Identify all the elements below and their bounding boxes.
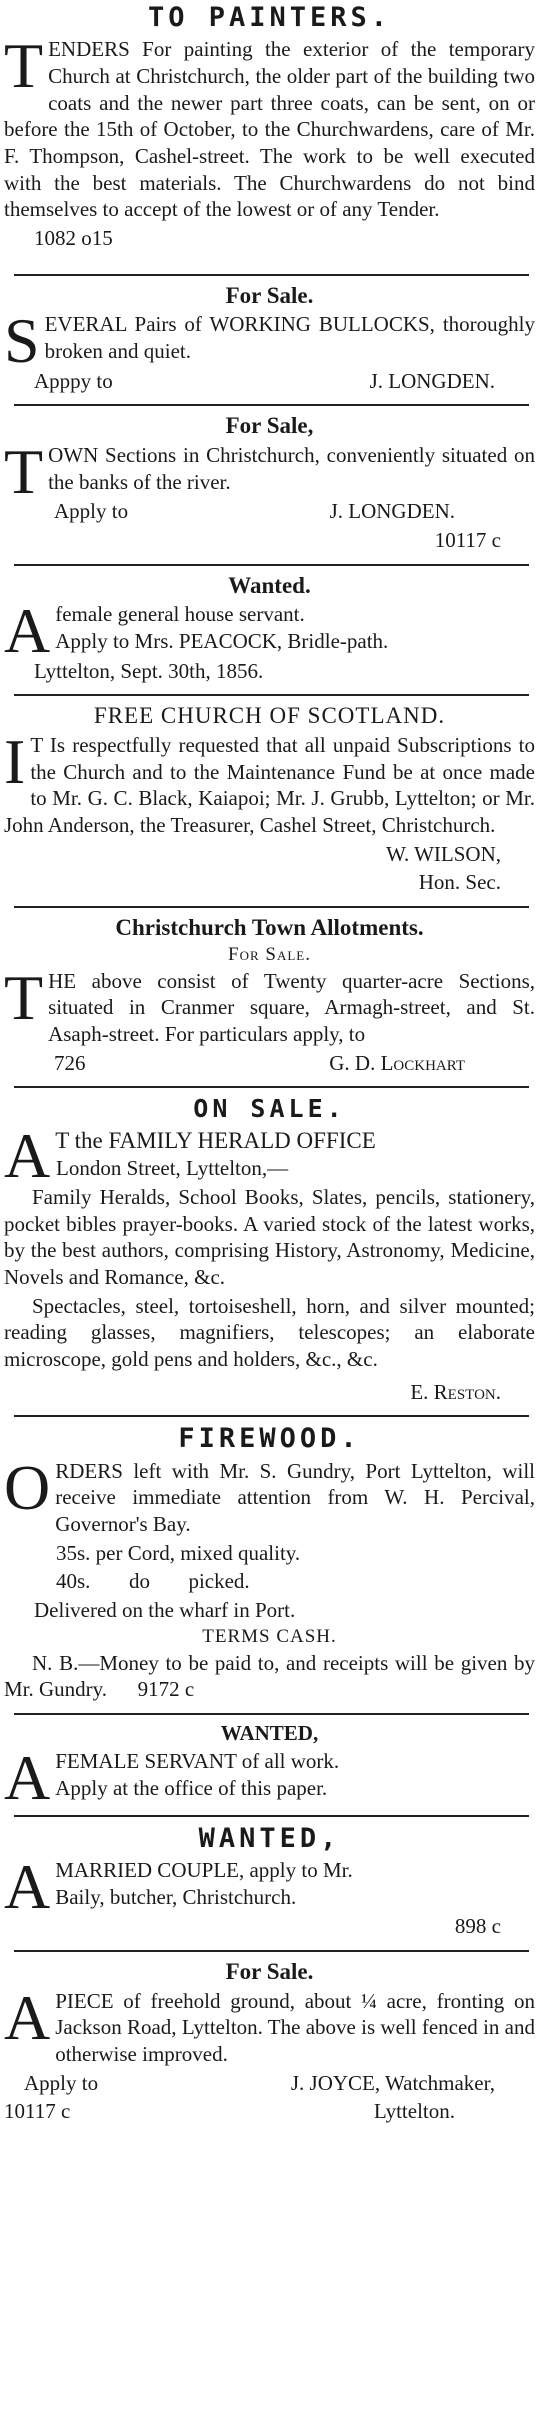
price-line [4, 1568, 535, 1595]
ad-text: OWN Sections in Christchurch, conveniently situated on the banks of the river. [48, 442, 535, 494]
divider [14, 1415, 529, 1417]
drop-cap: S [4, 305, 40, 377]
divider [14, 274, 529, 276]
ad-body [4, 1851, 535, 1922]
ad-text: HE above consist of Twenty quarter-acre Sections, situated in Cranmer square, Armagh-street, and St. Asaph-street. For particulars apply, to [48, 968, 535, 1046]
ad-wanted-married-couple [4, 1823, 535, 1941]
ad-reference: 10117 c [4, 2099, 71, 2124]
contact-name: J. JOYCE, Watchmaker, [290, 2070, 495, 2095]
ad-firewood [4, 1423, 535, 1703]
drop-cap: T [4, 30, 44, 102]
ad-title: WANTED, [198, 1822, 341, 1854]
ad-body [4, 1981, 535, 2068]
divider [14, 906, 529, 908]
ad-title: For Sale. [225, 282, 314, 308]
divider [14, 1815, 529, 1817]
ad-contact [4, 498, 535, 525]
ad-subtitle: For Sale. [228, 943, 311, 965]
ad-reference: 10117 c [434, 528, 501, 553]
ad-body [4, 30, 535, 223]
drop-cap: A [4, 1120, 51, 1192]
ad-body [4, 1120, 535, 1192]
terms-line: TERMS CASH. [202, 1625, 337, 1647]
ad-line: London Street, Lyttelton,— [56, 1156, 289, 1181]
ad-free-church-of-scotland [4, 702, 535, 896]
divider [14, 1086, 529, 1088]
ad-paragraph: Spectacles, steel, tortoiseshell, horn, and silver mounted; reading glasses, magnifiers, telescopes; an elaborate microscope, gold pens and holders, &c., &c. [4, 1293, 535, 1371]
ad-town-allotments [4, 914, 535, 1076]
divider [14, 564, 529, 566]
drop-cap: T [4, 435, 44, 507]
ad-wanted-female-servant [4, 1720, 535, 1814]
divider [14, 1950, 529, 1952]
ad-title: Wanted. [228, 572, 311, 598]
price-ditto: do [128, 1569, 150, 1594]
drop-cap: O [4, 1451, 51, 1523]
ad-body [4, 305, 535, 377]
ad-town-sections-for-sale [4, 412, 535, 553]
apply-label: Apppy to [34, 368, 113, 393]
ad-reference: 898 c [454, 1914, 501, 1939]
divider [14, 694, 529, 696]
ad-freehold-ground [4, 1958, 535, 2125]
ad-bullocks-for-sale [4, 282, 535, 395]
divider [14, 1713, 529, 1715]
price-desc: picked. [188, 1569, 250, 1594]
divider [14, 404, 529, 406]
ad-line: FEMALE SERVANT of all work. [55, 1749, 340, 1774]
ad-title: Christchurch Town Allotments. [115, 914, 424, 940]
contact-name: J. LONGDEN. [369, 368, 495, 393]
ad-body [4, 726, 535, 839]
signer-name: W. WILSON, [386, 841, 501, 866]
ad-reference: 726 [54, 1050, 86, 1075]
contact-name: G. D. Lockhart [329, 1050, 465, 1075]
apply-label: Apply to [24, 2070, 99, 2095]
ad-family-herald-office [4, 1094, 535, 1405]
note-text: N. B.—Money to be paid to, and receipts will be given by Mr. Gundry. [4, 1650, 535, 1702]
signer-role: Hon. Sec. [418, 870, 501, 895]
ad-text: EVERAL Pairs of WORKING BULLOCKS, thoroughly broken and quiet. [44, 312, 535, 363]
ad-line: Apply at the office of this paper. [55, 1775, 328, 1800]
ad-reference: 9172 c [137, 1677, 195, 1702]
ad-title: ON SALE. [193, 1094, 346, 1124]
ad-body [4, 1742, 535, 1814]
ad-body [4, 1451, 535, 1538]
ad-text: T Is respectfully requested that all unpaid Subscriptions to the Church and to the Maintenance Fund be at once made to Mr. G. C. Black, Kaiapoi; Mr. J. Grubb, Lyttelton; or Mr. John Anderson, the Treasurer, Cashel Street, Christchurch. [4, 733, 535, 838]
ad-line: Apply to Mrs. PEACOCK, Bridle-path. [55, 628, 389, 653]
ad-paragraph: Family Heralds, School Books, Slates, pencils, stationery, pocket bibles prayer-books. A varied stock of the latest works, by the best authors, comprising History, Astronomy, Medicine, Novels and Romance, &c. [4, 1185, 535, 1290]
ad-title: For Sale, [225, 413, 314, 439]
ad-line: Baily, butcher, Christchurch. [55, 1884, 297, 1909]
ad-contact [4, 1050, 535, 1077]
price-amount: 40s. [56, 1569, 91, 1594]
ad-reference: 1082 o15 [34, 225, 113, 250]
ad-wanted-house-servant [4, 572, 535, 685]
ad-text: ENDERS For painting the exterior of the temporary Church at Christchurch, the older part of the building two coats and the newer part three coats, can be sent, on or before the 15th of October, to the Churchwardens, care of Mr. F. Thompson, Cashel-street. The work to be well executed with the best materials. The Churchwardens do not bind themselves to accept of the lowest or of any Tender. [4, 37, 535, 222]
ad-line: MARRIED COUPLE, apply to Mr. [55, 1858, 353, 1882]
ad-contact [4, 368, 535, 395]
ad-body [4, 435, 535, 507]
contact-name: E. Reston. [410, 1379, 501, 1404]
ad-title: TO PAINTERS. [147, 2, 392, 33]
ad-text: RDERS left with Mr. S. Gundry, Port Lyttelton, will receive immediate attention from W. H. Percival, Governor's Bay. [55, 1458, 535, 1537]
ad-body [4, 595, 535, 667]
contact-place: Lyttelton. [373, 2099, 455, 2124]
drop-cap: T [4, 961, 44, 1033]
ad-body [4, 961, 535, 1048]
note-line [4, 1650, 535, 1703]
ad-title: FREE CHURCH OF SCOTLAND. [93, 703, 446, 729]
ad-title: WANTED, [220, 1720, 319, 1745]
ad-line: T the FAMILY HERALD OFFICE [55, 1128, 376, 1154]
ad-line: female general house servant. [55, 602, 305, 627]
ad-text: PIECE of freehold ground, about ¼ acre, fronting on Jackson Road, Lyttelton. The above is well fenced in and otherwise improved. [55, 1988, 535, 2067]
ad-contact [4, 2070, 535, 2097]
price-line: 35s. per Cord, mixed quality. [56, 1540, 301, 1565]
ad-title: FIREWOOD. [178, 1423, 361, 1455]
ad-title: For Sale. [225, 1959, 314, 1985]
drop-cap: A [4, 1851, 51, 1922]
drop-cap: A [4, 1981, 51, 2053]
contact-name: J. LONGDEN. [329, 499, 455, 524]
ad-dateline: Lyttelton, Sept. 30th, 1856. [34, 658, 264, 683]
drop-cap: I [4, 726, 26, 798]
delivery-line: Delivered on the wharf in Port. [34, 1597, 296, 1622]
drop-cap: A [4, 595, 51, 667]
ad-to-painters [4, 0, 535, 252]
apply-label: Apply to [54, 499, 129, 524]
ad-contact-2 [4, 2098, 535, 2125]
drop-cap: A [4, 1742, 51, 1814]
